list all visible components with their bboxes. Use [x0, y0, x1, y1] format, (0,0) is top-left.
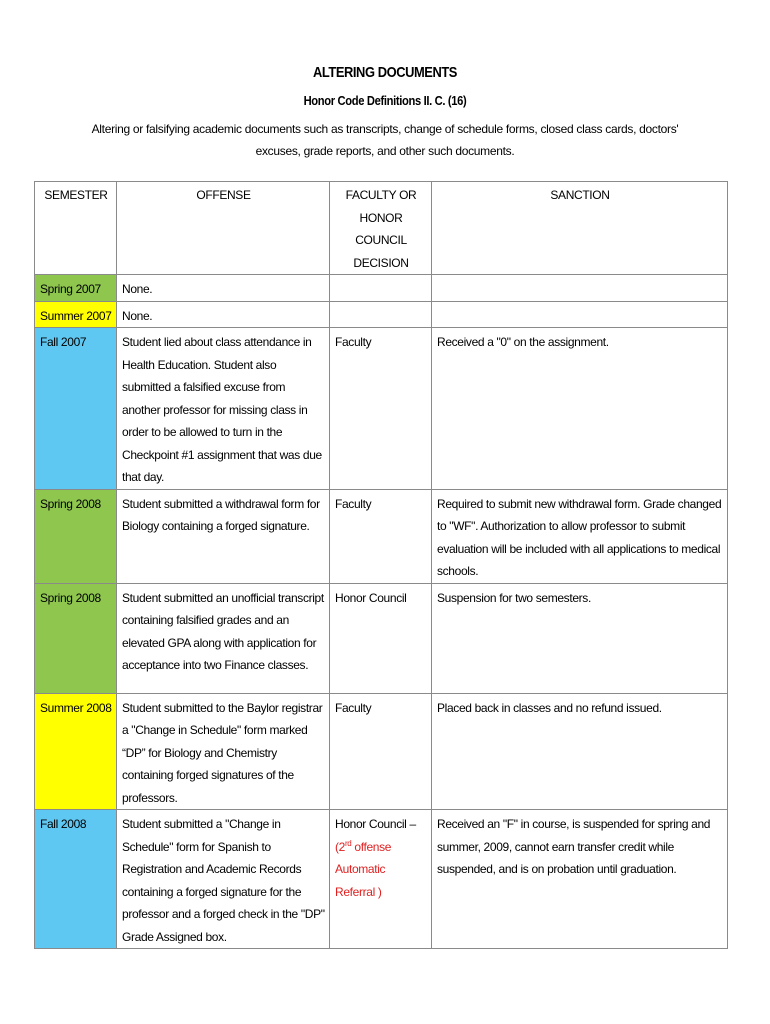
sanction-cell: Required to submit new withdrawal form. Grade changed to "WF". Authorization to allow professor to submit evaluation will be included with all applications to medical schools.: [432, 489, 728, 583]
sanction-cell: Received an "F" in course, is suspended for spring and summer, 2009, cannot earn transfer credit while suspended, and is on probation until graduation.: [432, 810, 728, 949]
decision-cell: [330, 301, 432, 328]
semester-cell: Spring 2008: [35, 583, 117, 693]
sanction-cell: [432, 275, 728, 302]
decision-text: Honor Council –: [335, 817, 416, 831]
semester-cell: Fall 2008: [35, 810, 117, 949]
decision-note-sup: rd: [344, 838, 352, 848]
decision-cell: Faculty: [330, 489, 432, 583]
semester-cell: Spring 2007: [35, 275, 117, 302]
offense-cell: Student submitted a "Change in Schedule" form for Spanish to Registration and Academic Records containing a forged signature for the professor and a forged check in the "DP" Grade Assigned box.: [117, 810, 330, 949]
decision-cell: [330, 275, 432, 302]
semester-cell: Fall 2007: [35, 328, 117, 490]
page-title: ALTERING DOCUMENTS: [313, 64, 457, 81]
offense-table: [34, 181, 728, 949]
page-subtitle: Honor Code Definitions II. C. (16): [303, 93, 467, 108]
page-description: Altering or falsifying academic documents such as transcripts, change of schedule forms, closed class cards, doctors' excuses, grade reports, and other such documents.: [91, 122, 679, 158]
decision-note: [335, 840, 391, 899]
decision-note-open: (2: [335, 839, 345, 854]
table-row: [35, 693, 728, 810]
offense-cell: Student lied about class attendance in Health Education. Student also submitted a falsified excuse from another professor for missing class in order to be allowed to turn in the Checkpoint #1 assignment that was due that day.: [117, 328, 330, 490]
offense-cell: Student submitted an unofficial transcript containing falsified grades and an elevated GPA along with application for acceptance into two Finance classes.: [117, 583, 330, 693]
sanction-cell: Suspension for two semesters.: [432, 583, 728, 693]
offense-cell: None.: [117, 275, 330, 302]
sanction-cell: Received a "0" on the assignment.: [432, 328, 728, 490]
header-decision: FACULTY OR HONOR COUNCIL DECISION: [330, 182, 432, 275]
table-row: [35, 328, 728, 490]
table-row: [35, 275, 728, 302]
decision-cell: [330, 810, 432, 949]
table-row: [35, 810, 728, 949]
semester-cell: Summer 2007: [35, 301, 117, 328]
offense-cell: Student submitted a withdrawal form for Biology containing a forged signature.: [117, 489, 330, 583]
table-row: [35, 301, 728, 328]
decision-cell: Faculty: [330, 328, 432, 490]
semester-cell: Summer 2008: [35, 693, 117, 810]
decision-cell: Faculty: [330, 693, 432, 810]
decision-note-rest: offense Automatic Referral ): [335, 839, 392, 899]
sanction-cell: Placed back in classes and no refund issued.: [432, 693, 728, 810]
offense-cell: None.: [117, 301, 330, 328]
offense-cell: Student submitted to the Baylor registrar a "Change in Schedule" form marked “DP” for Biology and Chemistry containing forged signatures of the professors.: [117, 693, 330, 810]
header-semester: SEMESTER: [35, 182, 117, 275]
decision-cell: Honor Council: [330, 583, 432, 693]
header-sanction: SANCTION: [432, 182, 728, 275]
sanction-cell: [432, 301, 728, 328]
header-offense: OFFENSE: [117, 182, 330, 275]
table-row: [35, 489, 728, 583]
semester-cell: Spring 2008: [35, 489, 117, 583]
table-row: [35, 583, 728, 693]
table-header-row: [35, 182, 728, 275]
